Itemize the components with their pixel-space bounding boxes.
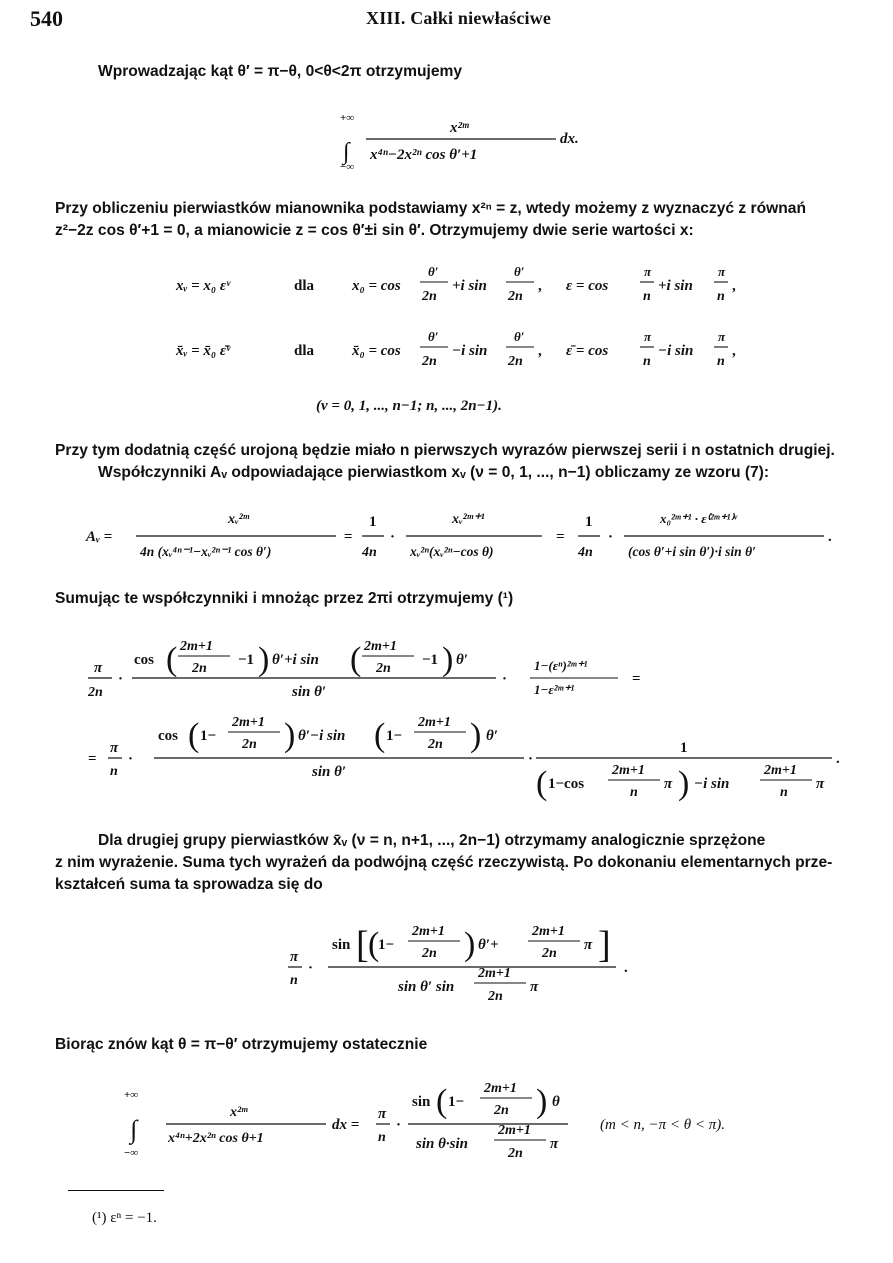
eq2-row1-comma2: , [732,278,736,294]
eq3-f4-den: 4n [578,545,593,560]
eq5-dot-2: · [528,751,534,767]
eq4-frac-den-2: 2n [376,661,391,676]
eq3-f4-num: 1 [585,514,593,530]
equation-root-series-svg [170,258,770,418]
eq7-dot: · [396,1117,402,1133]
eq5-theta-end: θ′ [486,728,499,744]
eq6-frac-num-1: 2m+1 [412,924,445,939]
eq5-rparen-2: ) [470,717,482,754]
eq3-f3-den: xᵥ²ⁿ(xᵥ²ⁿ−cos θ) [410,544,494,559]
paragraph-conjugate-l3: kształceń suma ta sprowadza się do [55,876,323,893]
eq3-equals-1: = [344,529,353,545]
eq6-lparen: ( [368,926,380,963]
eq6-one-minus: 1− [378,937,395,953]
eq7-upper-limit: +∞ [124,1089,139,1101]
eq6-pi: π [290,949,299,965]
eq5-one: 1 [680,740,688,756]
eq4-ratio-den: 1−ε²ᵐ⁺¹ [534,682,575,697]
eq6-frac-den-2: 2n [542,946,557,961]
eq2-index-range: (ν = 0, 1, ..., n−1; n, ..., 2n−1). [316,398,502,414]
eq5-one-minus-1: 1− [200,728,217,744]
eq7-frac-num-2: 2m+1 [498,1123,531,1138]
eq7-num: x²ᵐ [230,1105,248,1120]
eq2-row1-eps-plus: +i sin [658,278,693,294]
equation-integral-1-svg [330,112,590,172]
eq7-frac-den-2: 2n [508,1146,523,1161]
eq2-row2-n-a: n [643,354,651,369]
eq6-frac-den-3: 2n [488,989,503,1004]
eq4-dot-2: · [502,671,508,687]
eq2-row2-comma2: , [732,343,736,359]
eq5-lparen-2: ( [374,717,386,754]
eq5-mid: θ′−i sin [298,728,346,744]
eq4-lparen-2: ( [350,641,362,678]
equation-sum-second-svg [80,708,860,808]
eq1-integral-sign: ∫ [343,139,350,165]
eq2-row1-x0: x₀ = cos [352,278,401,294]
equation-coefficients-svg [80,505,860,565]
eq2-row2-comma: , [538,343,542,359]
eq7-lparen: ( [436,1083,448,1120]
eq2-row2-n-b: n [717,354,725,369]
eq4-rparen-1: ) [258,641,270,678]
eq2-row2-theta-b: θ′ [514,329,525,344]
equation-sum-second [80,708,860,808]
eq6-pi2: π [584,937,593,953]
equation-coefficients [80,505,860,565]
eq2-row1-pi-a: π [644,264,652,279]
eq5-lparen-1: ( [188,717,200,754]
eq5-frac-num-2: 2m+1 [418,715,451,730]
equation-sum-first [80,630,680,708]
eq2-row2-2n-b: 2n [508,354,523,369]
eq6-den-a: sin θ′ sin [398,979,455,995]
eq7-condition: (m < n, −π < θ < π). [600,1117,725,1133]
eq7-frac-num-1: 2m+1 [484,1081,517,1096]
eq5-frac-num-4: 2m+1 [764,763,797,778]
eq5-n: n [110,764,118,779]
eq7-den-pi: π [550,1136,559,1152]
eq3-f5-den: (cos θ′+i sin θ′)·i sin θ′ [628,544,756,559]
eq5-period: . [836,751,840,767]
eq2-row2-pi-b: π [718,329,726,344]
eq5-frac-num-3: 2m+1 [612,763,645,778]
eq5-frac-num-1: 2m+1 [232,715,265,730]
paragraph-intro: Wprowadzając kąt θ′ = π−θ, 0<θ<2π otrzymujemy [98,63,463,80]
page-number: 540 [30,6,63,31]
eq7-den-a: sin θ·sin [416,1136,468,1152]
paragraph-sum: Sumując te współczynniki i mnożąc przez 2πi otrzymujemy (¹) [55,590,514,607]
eq4-frac-num-2: 2m+1 [364,639,397,654]
eq1-numerator: x²ᵐ [450,120,469,136]
eq6-lbracket: [ [356,924,369,966]
equation-reduced-sum-svg [280,915,660,1015]
eq5-rparen-1: ) [284,717,296,754]
eq4-lparen-1: ( [166,641,178,678]
eq5-den2-pi: π [664,776,673,792]
eq2-row2-dla: dla [294,343,315,359]
eq7-pi: π [378,1106,387,1122]
eq2-row2-2n-a: 2n [422,354,437,369]
eq6-frac-num-2: 2m+1 [532,924,565,939]
footnote-rule [68,1190,164,1191]
eq1-denominator: x⁴ⁿ−2x²ⁿ cos θ′+1 [370,147,478,163]
eq5-equals: = [88,751,97,767]
eq7-theta: θ [552,1094,560,1110]
eq5-den2-a: 1−cos [548,776,585,792]
paragraph-roots-l2: z²−2z cos θ′+1 = 0, a mianowicie z = cos θ′±i sin θ′. Otrzymujemy dwie serie wartości x: [55,222,694,239]
eq2-row1-2n-a: 2n [422,289,437,304]
eq7-den: x⁴ⁿ+2x²ⁿ cos θ+1 [168,1131,264,1146]
eq5-one-minus-2: 1− [386,728,403,744]
eq3-lhs: Aᵥ = [86,529,113,545]
eq5-den: sin θ′ [312,764,347,780]
eq2-row1-theta-a: θ′ [428,264,439,279]
eq2-row1-n-b: n [717,289,725,304]
eq2-row2-pi-a: π [644,329,652,344]
eq5-dot-1: · [128,751,134,767]
eq2-row2-lhs: x̄ᵥ = x̄₀ ε̄ᵛ [176,343,230,359]
eq2-row2-eps: ε̄ = cos [566,343,609,359]
eq6-plus: θ′+ [478,937,499,953]
eq7-one-minus: 1− [448,1094,465,1110]
eq4-minus1-a: −1 [238,652,255,668]
eq4-den: sin θ′ [292,684,327,700]
equation-sum-first-svg [80,630,680,708]
eq6-rbracket: ] [598,924,611,966]
eq6-rparen: ) [464,926,476,963]
eq3-f1-den: 4n (xᵥ⁴ⁿ⁻¹−xᵥ²ⁿ⁻¹ cos θ′) [140,544,272,559]
eq7-sin: sin [412,1094,431,1110]
eq6-frac-num-3: 2m+1 [478,966,511,981]
eq1-upper-limit: +∞ [340,112,355,124]
eq5-n-3: n [630,785,638,800]
eq4-mid: θ′+i sin [272,652,319,668]
running-head: XIII. Całki niewłaściwe [366,8,552,28]
eq2-row2-theta-a: θ′ [428,329,439,344]
eq5-cos: cos [158,728,178,744]
eq2-row2-x0: x̄₀ = cos [352,343,401,359]
eq6-n: n [290,973,298,988]
equation-final-result-svg [110,1072,850,1178]
eq4-pi-num: π [94,660,103,676]
paragraph-conjugate-l2: z nim wyrażenie. Suma tych wyrażeń da podwójną część rzeczywistą. Po dokonaniu elementarnych prze- [55,854,833,871]
eq4-minus1-b: −1 [422,652,439,668]
eq7-integral-sign: ∫ [130,1115,138,1144]
paragraph-imag-l1: Przy tym dodatnią część urojoną będzie miało n pierwszych wyrazów pierwszej serii i n ostatnich drugiej. [55,442,835,459]
eq4-ratio-num: 1−(εⁿ)²ᵐ⁺¹ [534,658,588,673]
eq2-row1-dla: dla [294,278,315,294]
equation-reduced-sum [280,915,660,1015]
eq3-dot-2: · [608,529,614,545]
eq7-rparen: ) [536,1083,548,1120]
eq7-frac-den-1: 2n [494,1103,509,1118]
eq2-row1-eps: ε = cos [566,278,609,294]
eq3-f5-num: x₀²ᵐ⁺¹ · ε⁽²ᵐ⁺¹⁾ᵛ [660,511,737,526]
eq2-row1-pi-b: π [718,264,726,279]
eq5-frac-den-1: 2n [242,737,257,752]
eq5-den2-b: −i sin [694,776,730,792]
eq5-rparen-3: ) [678,765,690,802]
eq2-row1-n-a: n [643,289,651,304]
eq1-dx: dx. [560,131,579,147]
eq6-period: . [624,960,628,976]
eq4-rparen-2: ) [442,641,454,678]
eq5-n-4: n [780,785,788,800]
paragraph-roots-l1: Przy obliczeniu pierwiastków mianownika podstawiamy x²ⁿ = z, wtedy możemy z wyznaczyć z równań [55,200,806,217]
eq5-pi: π [110,740,119,756]
equation-final-result [110,1072,850,1178]
eq4-dot-1: · [118,671,124,687]
footnote: (¹) εⁿ = −1. [92,1210,157,1226]
eq3-f2-num: 1 [369,514,377,530]
eq4-frac-num-1: 2m+1 [180,639,213,654]
paragraph-conjugate-l1: Dla drugiej grupy pierwiastków x̄ᵥ (ν = n, n+1, ..., 2n−1) otrzymamy analogicznie sprzężone [98,832,766,849]
eq4-equals: = [632,671,641,687]
eq3-equals-2: = [556,529,565,545]
eq2-row1-plus: +i sin [452,278,487,294]
eq3-f3-num: xᵥ²ᵐ⁺¹ [452,512,485,527]
eq6-den-pi: π [530,979,539,995]
eq1-lower-limit: −∞ [340,161,355,172]
equation-integral-1 [330,112,590,172]
eq5-den2-pi2: π [816,776,825,792]
eq4-frac-den-1: 2n [192,661,207,676]
eq4-pi-den: 2n [88,685,103,700]
eq2-row1-lhs: xᵥ = x₀ εᵛ [176,278,230,294]
eq2-row2-eps-minus: −i sin [658,343,694,359]
eq6-frac-den-1: 2n [422,946,437,961]
eq4-theta-end: θ′ [456,652,469,668]
eq2-row1-2n-b: 2n [508,289,523,304]
eq6-dot: · [308,960,314,976]
eq2-row1-comma: , [538,278,542,294]
eq7-dx: dx = [332,1117,360,1133]
eq5-frac-den-2: 2n [428,737,443,752]
eq3-period: . [828,529,832,545]
eq3-dot-1: · [390,529,396,545]
eq7-lower-limit: −∞ [124,1147,139,1159]
paragraph-imag-l2: Współczynniki Aᵥ odpowiadające pierwiastkom xᵥ (ν = 0, 1, ..., n−1) obliczamy ze wzoru (7): [98,464,770,481]
eq3-f1-num: xᵥ²ᵐ [228,512,250,527]
eq3-f2-den: 4n [362,545,377,560]
eq7-n: n [378,1130,386,1145]
eq2-row1-theta-b: θ′ [514,264,525,279]
eq6-sin: sin [332,937,351,953]
paragraph-final: Biorąc znów kąt θ = π−θ′ otrzymujemy ostatecznie [55,1036,428,1053]
eq2-row2-minus: −i sin [452,343,488,359]
eq5-lparen-3: ( [536,765,548,802]
equation-root-series [170,258,770,418]
eq4-cos: cos [134,652,154,668]
